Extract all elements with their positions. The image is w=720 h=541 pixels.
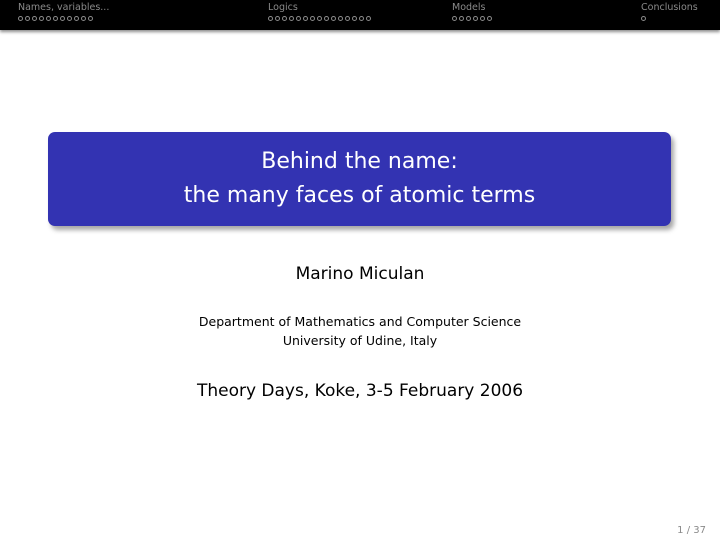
frame-dot-icon[interactable] bbox=[32, 16, 37, 21]
institute-university: University of Udine, Italy bbox=[282, 333, 438, 348]
frame-dot-icon[interactable] bbox=[296, 16, 301, 21]
frame-dot-icon[interactable] bbox=[18, 16, 23, 21]
nav-section-conclusions[interactable] bbox=[641, 2, 698, 21]
frame-dot-icon[interactable] bbox=[60, 16, 65, 21]
frame-dot-icon[interactable] bbox=[74, 16, 79, 21]
frame-dot-icon[interactable] bbox=[331, 16, 336, 21]
frame-dot-icon[interactable] bbox=[473, 16, 478, 21]
institute-department: Department of Mathematics and Computer Science bbox=[198, 314, 522, 329]
nav-section-label[interactable]: Logics bbox=[268, 2, 298, 13]
author-name: Marino Miculan bbox=[295, 264, 425, 284]
page-number: 1 / 37 bbox=[677, 525, 706, 536]
frame-dot-icon[interactable] bbox=[352, 16, 357, 21]
frame-dot-icon[interactable] bbox=[452, 16, 457, 21]
navigation-bar bbox=[0, 0, 720, 30]
nav-frame-dots bbox=[268, 16, 371, 21]
frame-dot-icon[interactable] bbox=[487, 16, 492, 21]
frame-dot-icon[interactable] bbox=[39, 16, 44, 21]
frame-dot-icon[interactable] bbox=[268, 16, 273, 21]
frame-dot-icon[interactable] bbox=[366, 16, 371, 21]
frame-dot-icon[interactable] bbox=[289, 16, 294, 21]
frame-dot-icon[interactable] bbox=[303, 16, 308, 21]
frame-dot-icon[interactable] bbox=[46, 16, 51, 21]
nav-section-label[interactable]: Models bbox=[452, 2, 486, 13]
nav-frame-dots bbox=[18, 16, 109, 21]
nav-section-names-variables[interactable] bbox=[18, 2, 109, 21]
frame-dot-icon[interactable] bbox=[25, 16, 30, 21]
frame-dot-icon[interactable] bbox=[466, 16, 471, 21]
frame-dot-icon[interactable] bbox=[282, 16, 287, 21]
frame-dot-icon[interactable] bbox=[53, 16, 58, 21]
nav-section-logics[interactable] bbox=[268, 2, 371, 21]
frame-dot-icon[interactable] bbox=[275, 16, 280, 21]
title-line-1: Behind the name: bbox=[261, 149, 458, 174]
frame-dot-icon[interactable] bbox=[338, 16, 343, 21]
event-date: Theory Days, Koke, 3-5 February 2006 bbox=[196, 381, 524, 401]
nav-frame-dots bbox=[452, 16, 492, 21]
frame-dot-icon[interactable] bbox=[81, 16, 86, 21]
title-line-2: the many faces of atomic terms bbox=[183, 183, 536, 208]
frame-dot-icon[interactable] bbox=[459, 16, 464, 21]
frame-dot-icon[interactable] bbox=[88, 16, 93, 21]
nav-section-models[interactable] bbox=[452, 2, 492, 21]
frame-dot-icon[interactable] bbox=[641, 16, 646, 21]
frame-dot-icon[interactable] bbox=[480, 16, 485, 21]
frame-dot-icon[interactable] bbox=[345, 16, 350, 21]
frame-dot-icon[interactable] bbox=[310, 16, 315, 21]
nav-section-label[interactable]: Conclusions bbox=[641, 2, 698, 13]
frame-dot-icon[interactable] bbox=[67, 16, 72, 21]
frame-dot-icon[interactable] bbox=[324, 16, 329, 21]
frame-dot-icon[interactable] bbox=[359, 16, 364, 21]
nav-frame-dots bbox=[641, 16, 698, 21]
title-box bbox=[48, 132, 671, 226]
frame-dot-icon[interactable] bbox=[317, 16, 322, 21]
nav-section-label[interactable]: Names, variables... bbox=[18, 2, 110, 13]
